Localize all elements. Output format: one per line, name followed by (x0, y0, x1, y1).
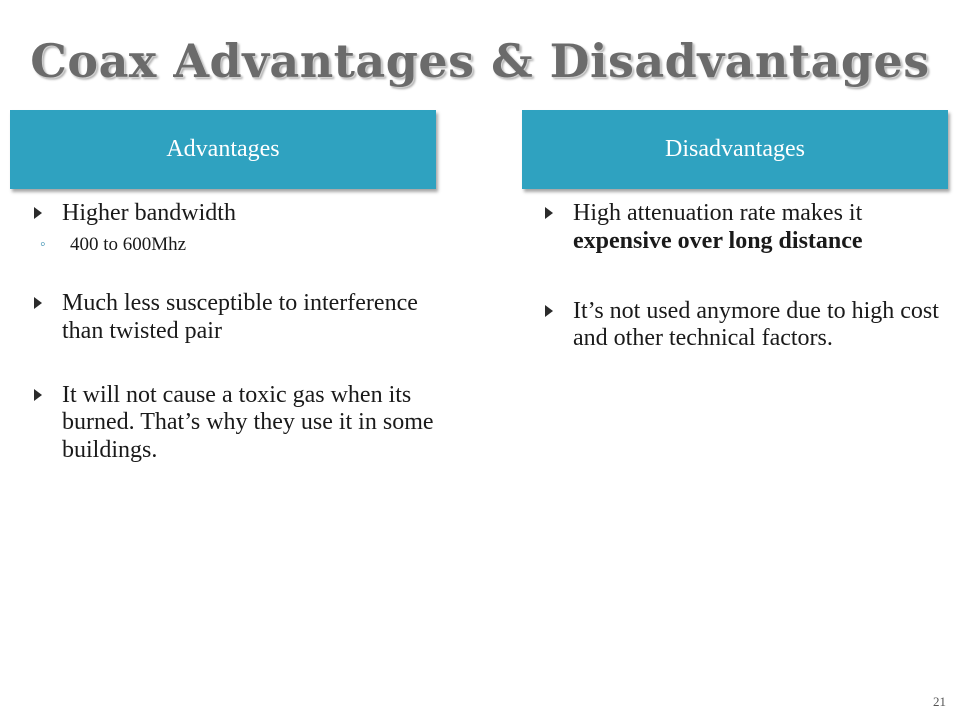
advantages-header-label: Advantages (166, 136, 280, 162)
disadvantages-header (522, 110, 948, 189)
advantages-list (34, 200, 434, 465)
advantage-item-bandwidth (34, 200, 434, 228)
disadvantages-header-label: Disadvantages (665, 136, 805, 162)
triangle-bullet-icon (34, 297, 42, 309)
page-number: 21 (933, 694, 946, 709)
advantage-item-interference (34, 290, 434, 346)
advantage-item-text: It will not cause a toxic gas when its burned. That’s why they use it in some buildings. (62, 381, 434, 464)
triangle-bullet-icon (34, 389, 42, 401)
triangle-bullet-icon (34, 207, 42, 219)
disadvantage-item-emphasis: expensive over long distance (573, 227, 863, 254)
disadvantage-item-text: High attenuation rate makes it (573, 200, 863, 226)
advantage-subitem-text: 400 to 600Mhz (70, 233, 187, 255)
disadvantages-list (545, 200, 945, 353)
advantage-item-text: Higher bandwidth (62, 200, 236, 226)
disadvantage-item-not-used (545, 298, 945, 354)
disadvantage-item-text: It’s not used anymore due to high cost and other technical factors. (573, 297, 939, 352)
triangle-bullet-icon (545, 207, 553, 219)
advantage-item-text: Much less susceptible to interference than twisted pair (62, 289, 418, 344)
slide-title: Coax Advantages & Disadvantages (30, 34, 930, 88)
advantages-header (10, 110, 436, 189)
ring-bullet-icon: ◦ (40, 235, 46, 253)
advantage-item-toxic-gas (34, 382, 434, 465)
triangle-bullet-icon (545, 305, 553, 317)
advantage-subitem-range (34, 234, 434, 256)
disadvantage-item-attenuation (545, 200, 945, 256)
